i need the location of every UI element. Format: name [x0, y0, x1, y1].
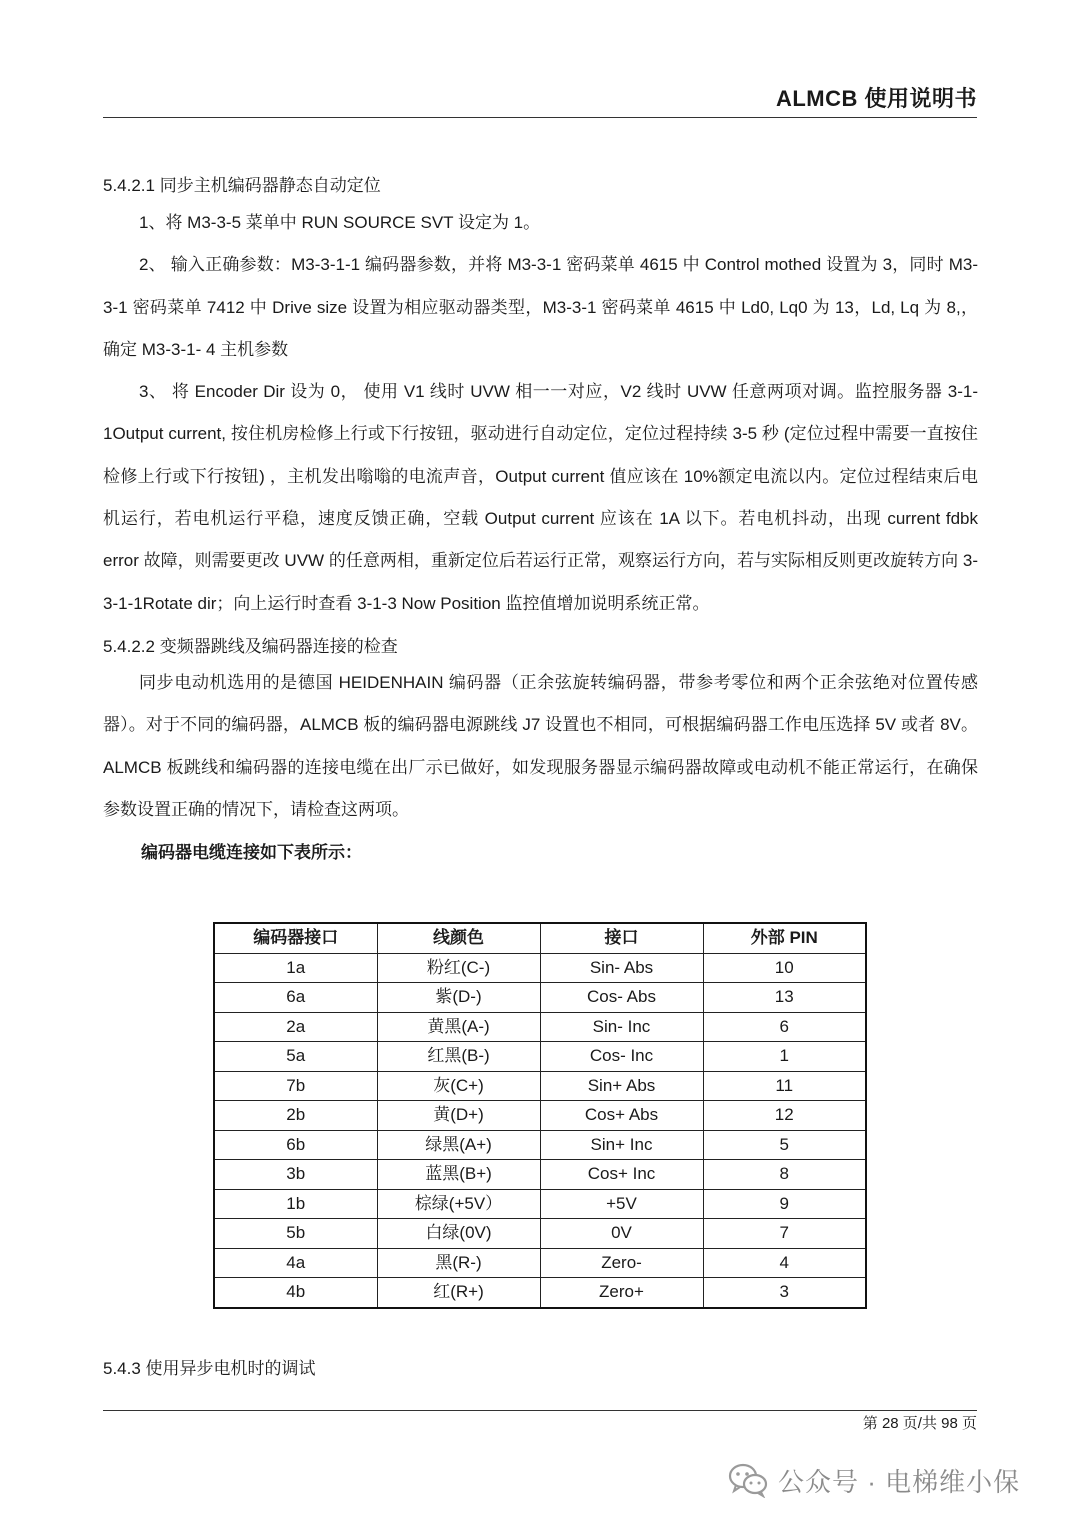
table-cell: 7: [703, 1219, 866, 1249]
table-cell: Sin+ Inc: [540, 1130, 703, 1160]
header-wire-color: 线颜色: [377, 923, 540, 953]
table-cell: 8: [703, 1160, 866, 1190]
table-cell: 3b: [214, 1160, 377, 1190]
table-cell: 灰(C+): [377, 1071, 540, 1101]
table-row: [214, 1219, 866, 1249]
table-cell: 2a: [214, 1012, 377, 1042]
table-cell: 2b: [214, 1101, 377, 1131]
table-header-row: [214, 923, 866, 953]
table-cell: Zero-: [540, 1248, 703, 1278]
table-cell: 黄黑(A-): [377, 1012, 540, 1042]
table-cell: 13: [703, 983, 866, 1013]
table-cell: 4a: [214, 1248, 377, 1278]
wechat-icon: [728, 1462, 768, 1498]
table-row: [214, 1278, 866, 1308]
table-cell: 红黑(B-): [377, 1042, 540, 1072]
table-cell: 10: [703, 953, 866, 983]
table-cell: 11: [703, 1071, 866, 1101]
table-cell: 5a: [214, 1042, 377, 1072]
table-cell: 6b: [214, 1130, 377, 1160]
table-cell: 5: [703, 1130, 866, 1160]
table-caption: 编码器电缆连接如下表所示：: [141, 843, 362, 863]
table-row: [214, 1189, 866, 1219]
table-cell: 6: [703, 1012, 866, 1042]
table-cell: 绿黑(A+): [377, 1130, 540, 1160]
header-external-pin: 外部 PIN: [703, 923, 866, 953]
header-encoder-port: 编码器接口: [214, 923, 377, 953]
table-cell: 棕绿(+5V）: [377, 1189, 540, 1219]
table-cell: 红(R+): [377, 1278, 540, 1308]
header-title: ALMCB 使用说明书: [775, 86, 977, 111]
table-cell: 4: [703, 1248, 866, 1278]
section-title-5-4-3: 5.4.3 使用异步电机时的调试: [103, 1359, 316, 1378]
encoder-cable-table: [213, 922, 867, 1309]
table-cell: Zero+: [540, 1278, 703, 1308]
table-cell: Sin- Abs: [540, 953, 703, 983]
table-cell: 3: [703, 1278, 866, 1308]
table-row: [214, 1130, 866, 1160]
paragraph-step-3: 3、 将 Encoder Dir 设为 0， 使用 V1 线时 UVW 相一一对应，V2 线时 UVW 任意两项对调。监控服务器 3-1-1Output current, 按住机房检修上行或下行按钮，驱动进行自动定位，定位过程持续 3-5 秒 (定位过程中需要一直按住检修上行或下行按钮) ，主机发出嗡嗡的电流声音，Output current 值应该在 10%额定电流以内。定位过程结束后电机运行，若电机运行平稳，速度反馈正确，空载 Output current 应该在 1A 以下。若电机抖动，出现 current fdbk error 故障，则需要更改 UVW 的任意两相，重新定位后若运行正常，观察运行方向，若与实际相反则更改旋转方向 3-3-1-1Rotate dir；向上运行时查看 3-1-3 Now Position 监控值增加说明系统正常。: [103, 382, 978, 613]
table-cell: 9: [703, 1189, 866, 1219]
table-cell: 1b: [214, 1189, 377, 1219]
page-number: 第 28 页/共 98 页: [862, 1415, 977, 1432]
table-row: [214, 953, 866, 983]
table-cell: 黄(D+): [377, 1101, 540, 1131]
table-row: [214, 1071, 866, 1101]
table-cell: 5b: [214, 1219, 377, 1249]
paragraph-encoder-check: 同步电动机选用的是德国 HEIDENHAIN 编码器（正余弦旋转编码器，带参考零位和两个正余弦绝对位置传感器）。对于不同的编码器，ALMCB 板的编码器电源跳线 J7 设置也不相同，可根据编码器工作电压选择 5V 或者 8V。ALMCB 板跳线和编码器的连接电缆在出厂示已做好，如发现服务器显示编码器故障或电动机不能正常运行，在确保参数设置正确的情况下，请检查这两项。: [103, 672, 978, 819]
watermark: [728, 1460, 1020, 1500]
table-cell: 白绿(0V): [377, 1219, 540, 1249]
table-cell: Sin- Inc: [540, 1012, 703, 1042]
table-cell: 1: [703, 1042, 866, 1072]
table-cell: Cos+ Inc: [540, 1160, 703, 1190]
table-cell: 0V: [540, 1219, 703, 1249]
table-cell: 1a: [214, 953, 377, 983]
table-row: [214, 1248, 866, 1278]
table-cell: Cos- Abs: [540, 983, 703, 1013]
page-content: [103, 170, 978, 871]
table-row: [214, 983, 866, 1013]
table-cell: 12: [703, 1101, 866, 1131]
table-cell: 黑(R-): [377, 1248, 540, 1278]
header-interface: 接口: [540, 923, 703, 953]
table-cell: 蓝黑(B+): [377, 1160, 540, 1190]
table-row: [214, 1160, 866, 1190]
watermark-text: 公众号 · 电梯维小保: [778, 1466, 1021, 1497]
section-title-5-4-2-1: 5.4.2.1 同步主机编码器静态自动定位: [103, 176, 381, 195]
footer-rule: [103, 1410, 977, 1411]
table-cell: +5V: [540, 1189, 703, 1219]
table-cell: 紫(D-): [377, 983, 540, 1013]
table-cell: Cos- Inc: [540, 1042, 703, 1072]
table-cell: 4b: [214, 1278, 377, 1308]
table-body: [214, 953, 866, 1308]
table-cell: 6a: [214, 983, 377, 1013]
table-cell: 粉红(C-): [377, 953, 540, 983]
table-row: [214, 1042, 866, 1072]
paragraph-step-2: 2、 输入正确参数：M3-3-1-1 编码器参数，并将 M3-3-1 密码菜单 4615 中 Control mothed 设置为 3，同时 M3-3-1 密码菜单 7412 中 Drive size 设置为相应驱动器类型，M3-3-1 密码菜单 4615 中 Ld0, Lq0 为 13，Ld, Lq 为 8,，确定 M3-3-1- 4 主机参数: [103, 255, 978, 359]
paragraph-step-1: 1、将 M3-3-5 菜单中 RUN SOURCE SVT 设定为 1。: [139, 213, 541, 232]
table-cell: Sin+ Abs: [540, 1071, 703, 1101]
header-rule: [103, 117, 977, 118]
table-cell: 7b: [214, 1071, 377, 1101]
table-cell: Cos+ Abs: [540, 1101, 703, 1131]
table-row: [214, 1101, 866, 1131]
table-row: [214, 1012, 866, 1042]
section-title-5-4-2-2: 5.4.2.2 变频器跳线及编码器连接的检查: [103, 636, 398, 656]
